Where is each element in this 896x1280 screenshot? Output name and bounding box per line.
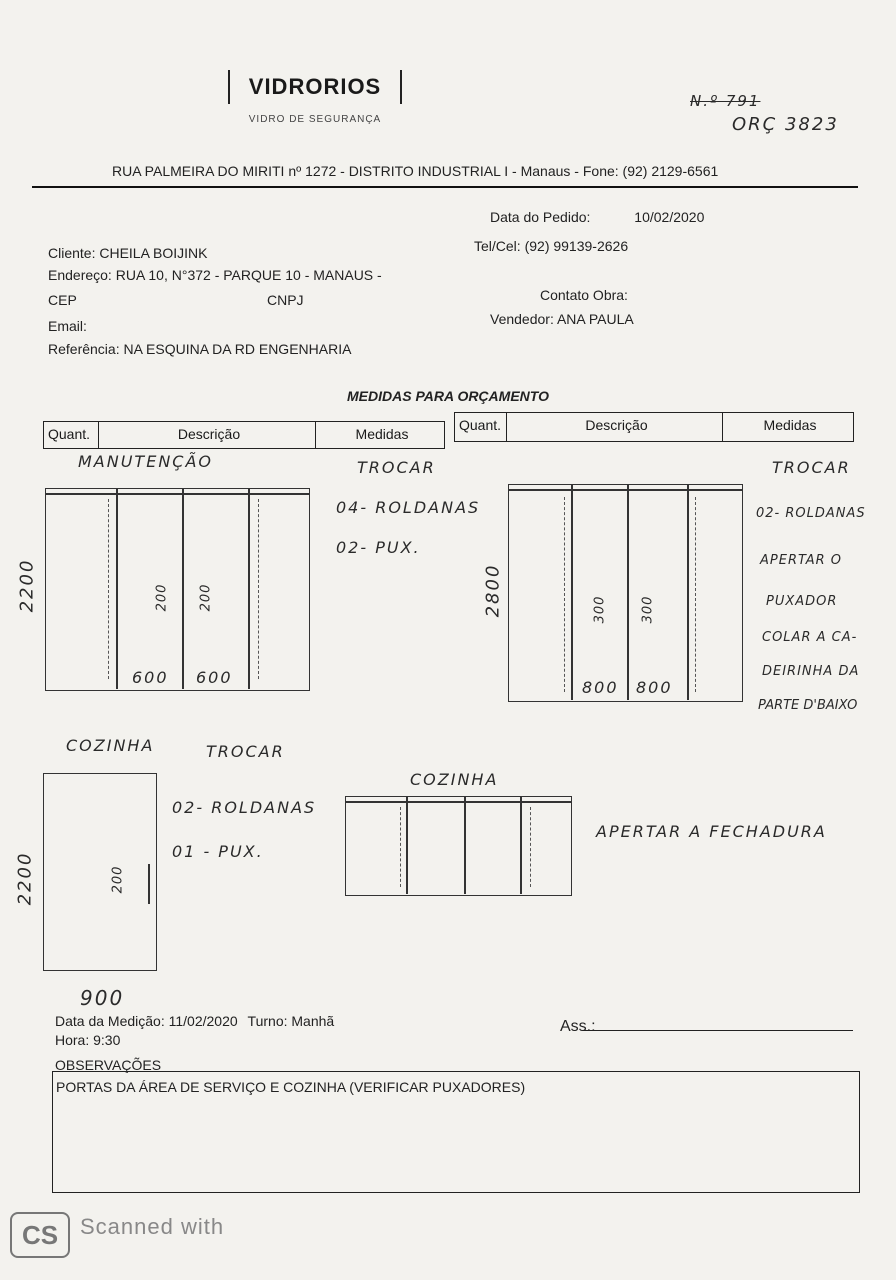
door1-w2: 600 [196,668,233,687]
label-trocar-1: TROCAR [357,458,436,477]
item-2d: COLAR A CA- [762,630,858,645]
cep-label: CEP [48,292,77,308]
order-date-label: Data do Pedido: [490,209,591,225]
item-2e: DEIRINHA DA [762,664,860,679]
label-manutencao: MANUTENÇÃO [78,452,213,471]
time-label: Hora: [55,1032,90,1048]
observations-box [52,1071,860,1193]
measurement-date [55,1013,334,1029]
door-sketch-3 [43,773,157,971]
signature-line [583,1030,853,1031]
measures-title: MEDIDAS PARA ORÇAMENTO [347,388,549,404]
time-value: 9:30 [93,1032,121,1048]
door2-w2: 800 [636,678,673,697]
label-cozinha-1: COZINHA [66,736,155,755]
reference-line [48,341,351,357]
crossed-number: N.º 791 [690,92,761,110]
observations-label: OBSERVAÇÕES [55,1057,162,1073]
item-1b: 02- PUX. [336,538,421,557]
table-header-right [454,412,854,442]
header-quant: Quant. [44,422,99,448]
shift-value: Manhã [291,1013,335,1029]
door2-w1: 800 [582,678,619,697]
header-description: Descrição [99,422,316,448]
door1-w1: 600 [132,668,169,687]
shift-label: Turno: [247,1013,288,1029]
item-3b: 01 - PUX. [172,842,264,861]
door1-h2: 200 [198,583,214,612]
phone-line [474,238,628,254]
item-2a: 02- ROLDANAS [756,506,866,521]
door1-height: 2200 [16,558,38,613]
item-4a: APERTAR A FECHADURA [596,822,827,841]
door-sketch-4 [345,796,572,896]
scanner-logo: CS [10,1212,70,1258]
measurement-date-value: 11/02/2020 [168,1013,238,1029]
header-description: Descrição [507,413,723,441]
seller-label: Vendedor: [490,311,554,327]
contact-label: Contato Obra: [540,287,628,303]
scanner-text: Scanned with [80,1214,225,1239]
item-1a: 04- ROLDANAS [336,498,481,517]
label-trocar-2: TROCAR [772,458,851,477]
phone-label: Tel/Cel: [474,238,521,254]
observations-text: PORTAS DA ÁREA DE SERVIÇO E COZINHA (VERIFICAR PUXADORES) [56,1079,526,1095]
client-label: Cliente: [48,245,96,261]
door2-h2: 300 [640,595,656,624]
label-cozinha-2: COZINHA [410,770,499,789]
seller-line [490,311,634,327]
door3-w: 900 [80,986,125,1010]
phone-value: (92) 99139-2626 [524,238,629,254]
client-line [48,245,208,261]
reference-label: Referência: [48,341,120,357]
company-tagline: VIDRO DE SEGURANÇA [248,114,382,125]
header-quant: Quant. [455,413,507,441]
header-measures: Medidas [763,417,817,433]
door-sketch-2 [508,484,743,702]
item-3a: 02- ROLDANAS [172,798,317,817]
measurement-time [55,1032,120,1048]
measurement-date-label: Data da Medição: [55,1013,165,1029]
email-label: Email: [48,318,87,334]
signature-label: Ass.: [560,1018,596,1035]
address-value: RUA 10, N°372 - PARQUE 10 - MANAUS - [115,267,382,283]
label-trocar-3: TROCAR [206,742,285,761]
header-divider [32,186,858,188]
address-line [48,267,382,283]
door-sketch-1 [45,488,310,691]
table-header-left [43,421,445,449]
company-logo: VIDRORIOS [228,70,402,104]
item-2f: PARTE D'BAIXO [758,698,858,713]
door3-h: 200 [110,865,126,894]
door3-height: 2200 [14,851,36,906]
budget-number: ORÇ 3823 [732,114,839,135]
reference-value: NA ESQUINA DA RD ENGENHARIA [123,341,352,357]
cnpj-label: CNPJ [267,292,304,308]
door1-h1: 200 [154,583,170,612]
address-label: Endereço: [48,267,112,283]
door2-h1: 300 [592,595,608,624]
door2-height: 2800 [482,563,504,618]
item-2c: PUXADOR [766,594,838,609]
order-date-value: 10/02/2020 [634,209,705,225]
item-2b: APERTAR O [760,553,843,568]
seller-value: ANA PAULA [556,311,634,327]
order-date [490,209,704,225]
header-measures: Medidas [355,426,409,442]
company-address: RUA PALMEIRA DO MIRITI nº 1272 - DISTRITO INDUSTRIAL I - Manaus - Fone: (92) 2129-6561 [112,163,719,179]
client-value: CHEILA BOIJINK [99,245,208,261]
